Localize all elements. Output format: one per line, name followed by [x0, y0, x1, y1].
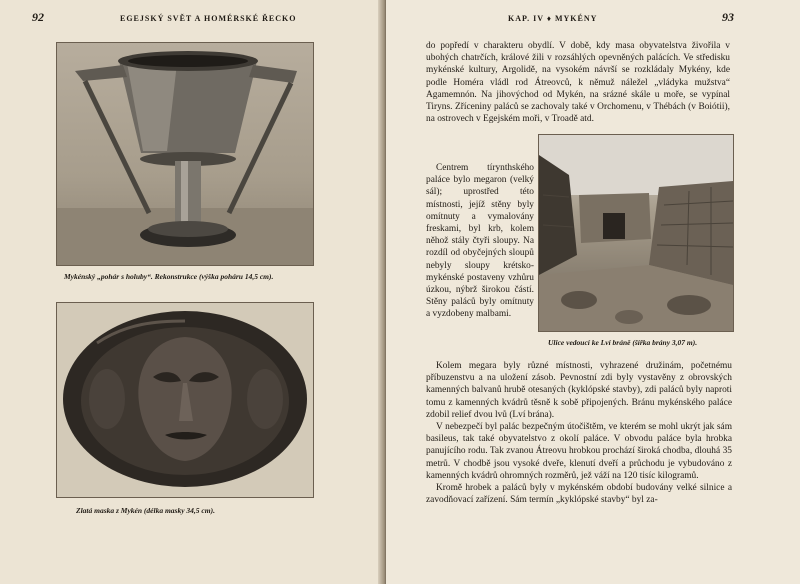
figure2-caption: Zlatá maska z Mykén (délka masky 34,5 cm).: [76, 506, 215, 515]
cup-photo: [56, 42, 314, 266]
stone-wall-illustration: [539, 135, 733, 331]
paragraph-2: [426, 162, 534, 321]
paragraph-4: V nebezpečí byl palác bezpečným útočištěm, ve kterém se mohl ukrýt jak sám basileus, tak také obyvatelstvo z okolí paláce. V obvodu paláce byla hrobka panujícího rodu. Tak zvanou Átreovu hrobkou prochází široká chodba, dlouhá 35 metrů. V chodbě jsou vysoké dveře, klenutí dveří a průchodu je vybudováno z kamenných kvádrů ohromných rozměrů, jež váží na 120 tisíc kilogramů.: [426, 422, 732, 481]
page-number: 93: [722, 10, 734, 24]
right-page: [386, 0, 800, 584]
paragraph-2-text: Centrem tírynthského paláce bylo megaron (velký sál); uprostřed této místnosti, jejíž stěny byly omítnuty a vymalovány freskami, byl krb, kolem něhož stály čtyři sloupy. Na rozdíl od obyčejných sloupů nebyly sloupy krétsko-mykénské postaveny vzhůru úzkou, nýbrž širokou částí. Stěny paláců byly omítnuty a vyzdobeny malbami.: [426, 163, 534, 320]
left-page: [0, 0, 384, 584]
paragraph-3: Kolem megara byly různé místnosti, vyhrazené družinám, početnému příbuzenstvu a na uložení zásob. Pevnostní zdi byly vystavěny z obrovských kamenných balvanů hrubě otesaných (kyklópské stavby), zdi paláců byly naproti tomu z kamenných kvádrů těsně k sobě připojených. Bránu mykénského paláce zdobil relief dvou lvů (Lví brána).: [426, 361, 732, 420]
photo-caption: Ulice vedoucí ke Lví bráně (šířka brány 3,07 m).: [548, 338, 698, 347]
cup-illustration: [57, 43, 313, 265]
running-head: KAP. IV ♦ MYKÉNY: [508, 14, 598, 23]
body-text: [426, 360, 732, 506]
mask-photo: [56, 302, 314, 498]
gold-mask-illustration: [57, 303, 313, 497]
lion-gate-road-photo: [538, 134, 734, 332]
paragraph-1: [426, 40, 730, 125]
running-head: EGEJSKÝ SVĚT A HOMÉRSKÉ ŘECKO: [120, 14, 297, 23]
page-number: 92: [32, 10, 44, 24]
figure1-caption: Mykénský „pohár s holuby“. Rekonstrukce (výška poháru 14,5 cm).: [64, 272, 274, 281]
paragraph-1-text: do popředí v charakteru obydlí. V době, kdy masa obyvatelstva živořila v ubohých chatrčích, králové žili v rozsáhlých opevněných palácích. Ve středisku mykénské kultury, Argolidě, na vysokém návrší se rozkládaly Mykény, kde podle Homéra vládl rod Átreovců, k němuž náležel „vládyka mužstva“ Agamemnón. Na jihovýchod od Mykén, na srázné skále u moře, se vypínal Tiryns. Zříceniny paláců se zachovaly také v Orchomenu, v Thébách (v Boiótii), na ostrovech v Egejském moři, v Troadě atd.: [426, 41, 730, 125]
paragraph-5: Kromě hrobek a paláců byly v mykénském období budovány velké silnice a zavodňovací zařízení. Sám termín „kyklópské stavby“ byl za-: [426, 483, 732, 506]
